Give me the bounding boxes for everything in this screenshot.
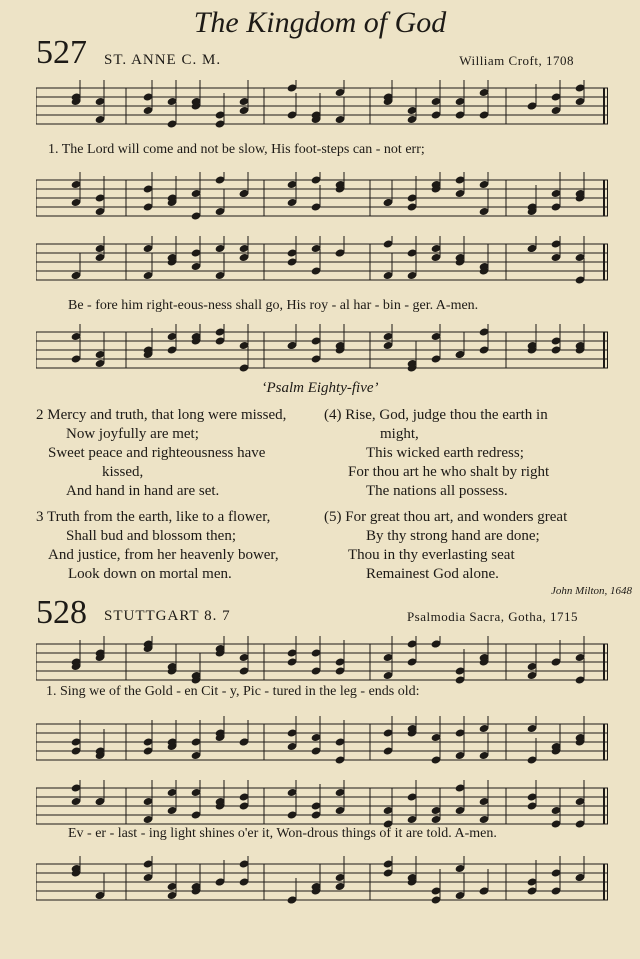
lyric-527-line2: Be - fore him right-eous-ness shall go, His roy - al har - bin - ger. A-men.	[68, 298, 479, 313]
composer-528: Psalmodia Sacra, Gotha, 1715	[406, 609, 578, 624]
hymn-number-527: 527	[36, 34, 87, 71]
lyric-528-line2: Ev - er - last - ing light shines o'er it, Won-drous things of it are told. A-men.	[68, 826, 497, 841]
staff-528-2-bass	[36, 856, 608, 914]
staff-527-2-bass	[36, 324, 608, 382]
verse-5: (5) For great thou art, and wonders great By thy strong hand are done; Thou in thy everlasting seat Remainest God alone.	[324, 509, 568, 582]
tune-name-528: STUTTGART 8. 7	[104, 608, 231, 624]
staff-527-2-treble	[36, 236, 608, 294]
verse-4: (4) Rise, God, judge thou the earth in might, This wicked earth redress; For thou art he who shalt by right The nations all possess.	[324, 407, 550, 499]
verse-3: 3 Truth from the earth, like to a flower, Shall bud and blossom then; And justice, from her heavenly bower, Look down on mortal men.	[36, 509, 279, 582]
staff-528-1-bass	[36, 716, 608, 774]
staff-527-1-bass	[36, 172, 608, 230]
lyric-528-line1: 1. Sing we of the Gold - en Cit - y, Pic - tured in the leg - ends old:	[46, 684, 420, 699]
author-credit: John Milton, 1648	[551, 585, 632, 597]
hymn-number-528: 528	[36, 594, 87, 631]
staff-527-1-treble	[36, 80, 608, 138]
composer-527: William Croft, 1708	[459, 53, 574, 68]
page-title: The Kingdom of God	[193, 6, 447, 39]
tune-name-527: ST. ANNE C. M.	[104, 52, 222, 68]
verse-2: 2 Mercy and truth, that long were missed, Now joyfully are met; Sweet peace and righteousness have kissed, And hand in hand are set.	[36, 407, 287, 499]
psalm-source: ‘Psalm Eighty-five’	[261, 380, 379, 396]
lyric-527-line1: 1. The Lord will come and not be slow, His foot-steps can - not err;	[48, 142, 425, 157]
